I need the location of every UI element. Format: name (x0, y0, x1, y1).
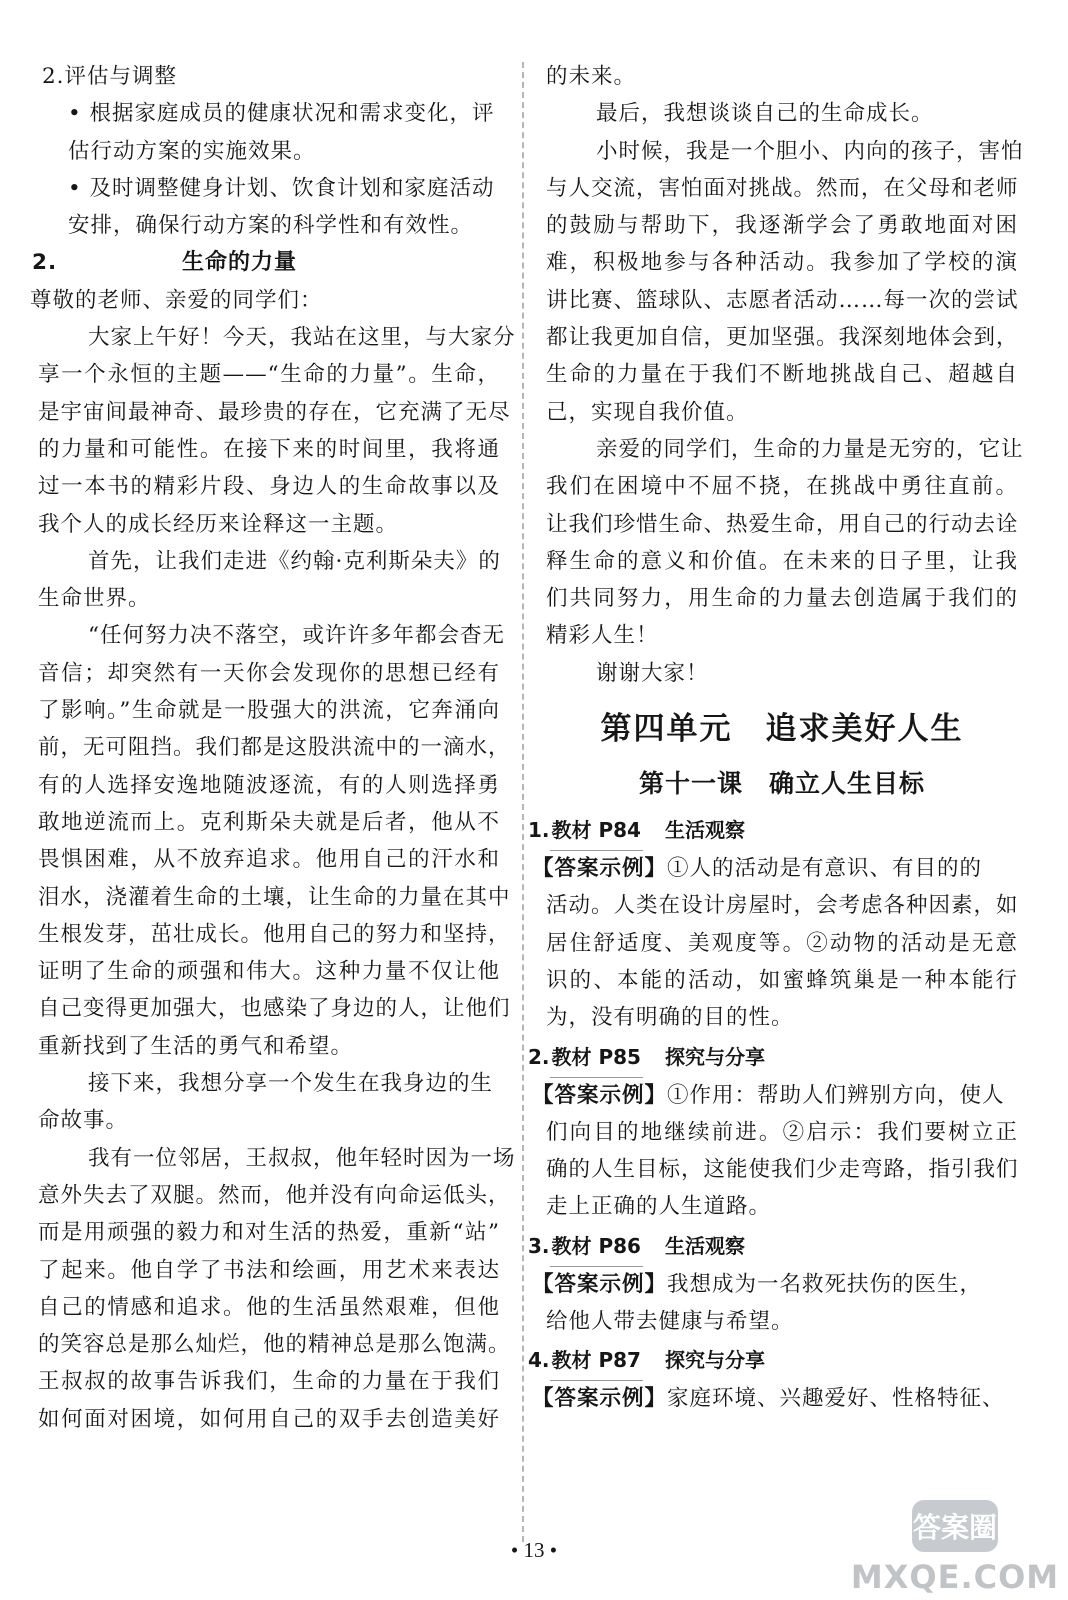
body-line: 我个人的成长经历来诠释这一主题。 (38, 511, 399, 537)
answer-line: 确的人生目标，这能使我们少走弯路，指引我们 (546, 1157, 1019, 1183)
body-line: 生命世界。 (38, 586, 151, 612)
item-heading-3 (528, 1226, 1018, 1266)
body-line: 意外失去了双腿。然而，他并没有向命运低头， (38, 1182, 511, 1208)
essay-line: 最后，我想谈谈自己的生命成长。 (596, 101, 934, 127)
answer-first-line (532, 1077, 1018, 1114)
answer-line: 们向目的地继续前进。②启示：我们要树立正 (546, 1119, 1018, 1145)
body-line: 王叔叔的故事告诉我们，生命的力量在于我们 (38, 1369, 500, 1395)
essay-line: 们共同努力，用生命的力量去创造属于我们的 (546, 586, 1018, 612)
answer-first-line (532, 1380, 1018, 1417)
item-number: 4. (528, 1348, 550, 1373)
answer-text: ①作用：帮助人们辨别方向，使人 (667, 1082, 1005, 1108)
answer-line: 给他人带去健康与希望。 (546, 1309, 794, 1335)
answer-label: 【答案示例】 (532, 1386, 668, 1412)
unit-title: 第四单元 追求美好人生 (600, 711, 964, 748)
body-line: 命故事。 (38, 1108, 129, 1134)
intro-line: • 及时调整健身计划、饮食计划和家庭活动 (68, 175, 495, 201)
body-line: 的力量和可能性。在接下来的时间里，我将通 (38, 436, 500, 462)
item-number: 3. (528, 1233, 550, 1258)
item-section: 探究与分享 (664, 1044, 765, 1069)
body-line: 的笑容总是那么灿烂，他的精神总是那么饱满。 (38, 1332, 511, 1358)
body-line: 了起来。他自学了书法和绘画，用艺术来表达 (38, 1257, 500, 1283)
body-line: 敢地逆流而上。克利斯朵夫就是后者，他从不 (38, 809, 500, 835)
item-number: 2. (528, 1044, 550, 1069)
item-number: 1. (528, 818, 550, 843)
body-line: 有的人选择安逸地随波逐流，有的人则选择勇 (38, 772, 500, 798)
intro-line: 安排，确保行动方案的科学性和有效性。 (68, 213, 474, 239)
body-line: 而是用顽强的毅力和对生活的热爱，重新“站” (38, 1220, 500, 1246)
body-line: 泪水，浇灌着生命的土壤，让生命的力量在其中 (38, 884, 511, 910)
watermark-logo (850, 1498, 1060, 1598)
textbook-page-ref: 教材 P84 (550, 810, 643, 851)
body-line: 是宇宙间最神奇、最珍贵的存在，它充满了无尽 (38, 399, 511, 425)
textbook-page-ref: 教材 P87 (550, 1340, 643, 1381)
intro-line: 2.评估与调整 (42, 64, 178, 89)
answer-line: 居住舒适度、美观度等。②动物的活动是无意 (546, 930, 1018, 956)
essay-line: 讲比赛、篮球队、志愿者活动……每一次的尝试 (546, 287, 1019, 313)
item-heading-2 (528, 1037, 1018, 1077)
essay-line: 与人交流，害怕面对挑战。然而，在父母和老师 (546, 175, 1019, 201)
watermark-chars: 答案圈 (912, 1511, 997, 1544)
essay-line: 精彩人生！ (546, 623, 659, 649)
lesson-title: 第十一课 确立人生目标 (638, 769, 925, 799)
body-line: 畏惧困难，从不放弃追求。他用自己的汗水和 (38, 847, 500, 873)
body-line: 大家上午好！今天，我站在这里，与大家分 (88, 325, 516, 351)
body-line: 生根发芽，茁壮成长。他用自己的努力和坚持， (38, 921, 511, 947)
essay-line: 己，实现自我价值。 (546, 399, 749, 425)
body-line: 证明了生命的顽强和伟大。这种力量不仅让他 (38, 959, 500, 985)
item-section: 探究与分享 (664, 1348, 765, 1373)
left-column (30, 58, 516, 1438)
intro-line: • 根据家庭成员的健康状况和需求变化，评 (68, 101, 495, 127)
essay-number: 2. (32, 250, 58, 276)
essay-line: 亲爱的同学们，生命的力量是无穷的，它让 (596, 436, 1024, 462)
answer-label: 【答案示例】 (532, 1271, 668, 1297)
textbook-page-ref: 教材 P85 (550, 1037, 643, 1078)
watermark-url: MXQE.COM (850, 1558, 1060, 1596)
answer-first-line (532, 850, 1018, 887)
item-section: 生活观察 (664, 1233, 745, 1258)
answer-line: 活动。人类在设计房屋时，会考虑各种因素，如 (546, 893, 1019, 919)
body-line: 重新找到了生活的勇气和希望。 (38, 1033, 354, 1059)
page-number: • 13 • (510, 1538, 558, 1562)
essay-line: 小时候，我是一个胆小、内向的孩子，害怕 (596, 138, 1024, 164)
body-line: 自己的情感和追求。他的生活虽然艰难，但他 (38, 1294, 500, 1320)
item-section: 生活观察 (664, 818, 745, 843)
body-line: 音信；却突然有一天你会发现你的思想已经有 (38, 660, 500, 686)
essay-line: 谢谢大家！ (596, 660, 709, 686)
essay-line: 生命的力量在于我们不断地挑战自己、超越自 (546, 362, 1018, 388)
body-line: “任何努力决不落空，或许许多年都会杳无 (88, 623, 505, 649)
answer-text: ①人的活动是有意识、有目的的 (667, 856, 983, 882)
item-heading-4 (528, 1340, 1018, 1380)
answer-line: 走上正确的人生道路。 (546, 1194, 772, 1220)
body-line: 自己变得更加强大，也感染了身边的人，让他们 (38, 996, 511, 1022)
body-line: 我有一位邻居，王叔叔，他年轻时因为一场 (88, 1145, 516, 1171)
answer-label: 【答案示例】 (532, 1082, 668, 1108)
essay-line: 的鼓励与帮助下，我逐渐学会了勇敢地面对困 (546, 213, 1018, 239)
body-line: 接下来，我想分享一个发生在我身边的生 (88, 1071, 494, 1097)
right-column (528, 58, 1024, 1418)
body-line: 享一个永恒的主题——“生命的力量”。生命， (38, 362, 500, 388)
intro-line: 估行动方案的实施效果。 (68, 138, 316, 164)
essay-line: 让我们珍惜生命、热爱生命，用自己的行动去诠 (546, 511, 1019, 537)
essay-line: 都让我更加自信，更加坚强。我深刻地体会到， (546, 325, 1019, 351)
answer-text: 我想成为一名救死扶伤的医生， (667, 1271, 983, 1297)
body-line: 首先，让我们走进《约翰·克利斯朵夫》的 (88, 548, 501, 574)
textbook-page-ref: 教材 P86 (550, 1226, 643, 1267)
essay-line: 我们在困境中不屈不挠，在挑战中勇往直前。 (546, 474, 1018, 500)
body-line: 了影响。”生命就是一股强大的洪流，它奔涌向 (38, 698, 500, 724)
essay-heading (32, 244, 500, 281)
essay-line: 难，积极地参与各种活动。我参加了学校的演 (546, 250, 1018, 276)
body-line: 前，无可阻挡。我们都是这股洪流中的一滴水， (38, 735, 511, 761)
answer-line: 为，没有明确的目的性。 (546, 1005, 794, 1031)
body-line: 过一本书的精彩片段、身边人的生命故事以及 (38, 474, 500, 500)
answer-label: 【答案示例】 (532, 856, 668, 882)
answer-text: 家庭环境、兴趣爱好、性格特征、 (667, 1386, 1005, 1412)
essay-title: 生命的力量 (182, 250, 298, 276)
answer-first-line (532, 1266, 1018, 1303)
essay-line: 释生命的意义和价值。在未来的日子里，让我 (546, 548, 1018, 574)
salutation: 尊敬的老师、亲爱的同学们： (30, 287, 323, 313)
column-divider (522, 62, 524, 1542)
answer-line: 识的、本能的活动，如蜜蜂筑巢是一种本能行 (546, 967, 1018, 993)
essay-line: 的未来。 (546, 64, 637, 89)
item-heading-1 (528, 810, 1018, 850)
body-line: 如何面对困境，如何用自己的双手去创造美好 (38, 1406, 500, 1432)
